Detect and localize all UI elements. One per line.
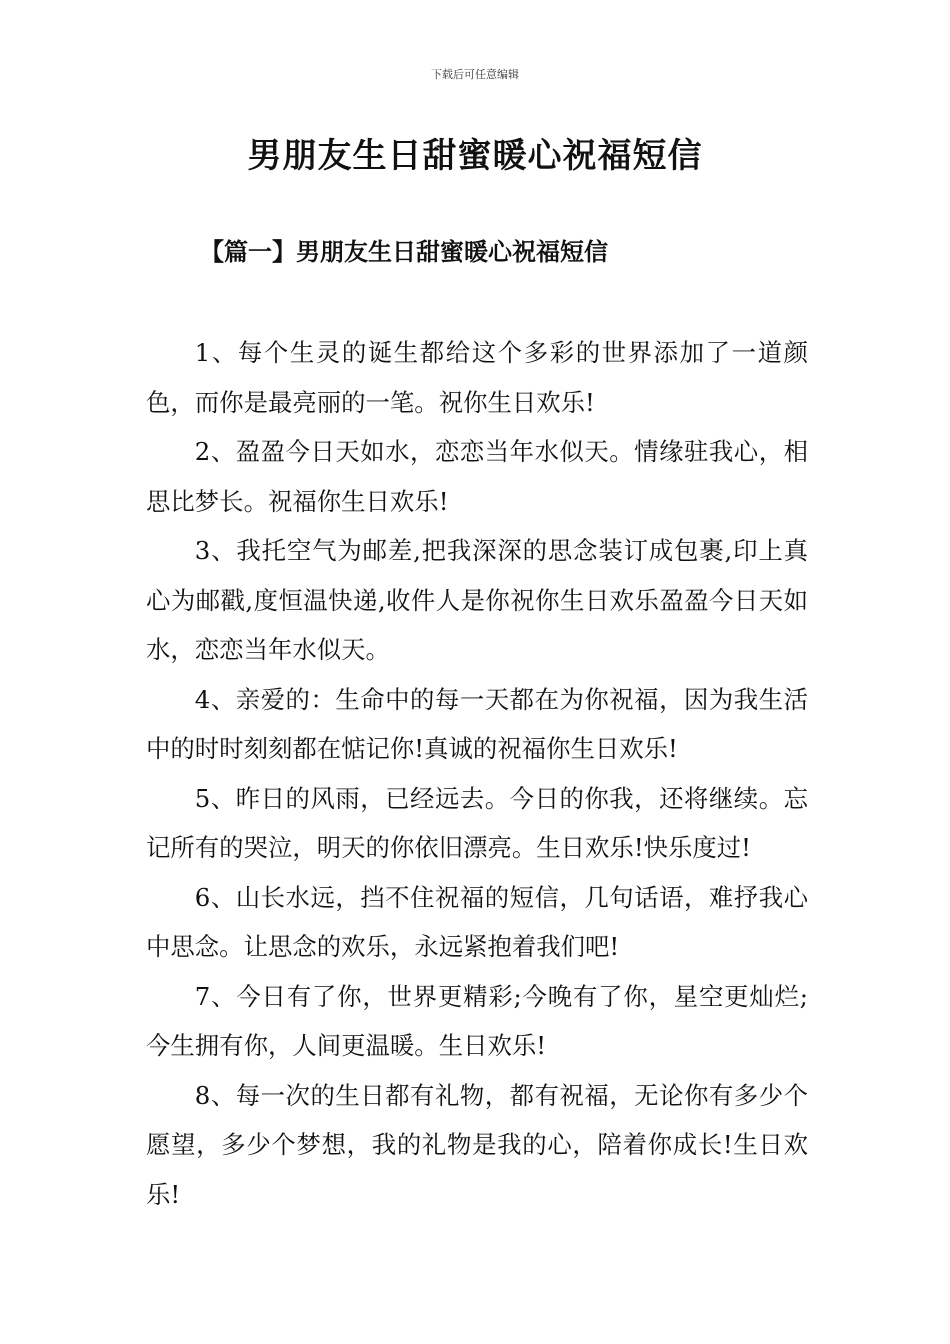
paragraph: 4、亲爱的：生命中的每一天都在为你祝福，因为我生活中的时时刻刻都在惦记你!真诚的祝福你生日欢乐!	[146, 684, 808, 763]
paragraph: 7、今日有了你，世界更精彩;今晚有了你，星空更灿烂;今生拥有你，人间更温暖。生日欢乐!	[146, 981, 808, 1060]
paragraph: 1、每个生灵的诞生都给这个多彩的世界添加了一道颜色，而你是最亮丽的一笔。祝你生日欢乐!	[146, 338, 808, 417]
paragraph: 3、我托空气为邮差,把我深深的思念装订成包裹,印上真心为邮戳,度恒温快递,收件人是你祝你生日欢乐盈盈今日天如水，恋恋当年水似天。	[146, 536, 808, 664]
document-title: 男朋友生日甜蜜暖心祝福短信	[247, 136, 703, 176]
document-body	[146, 328, 808, 1219]
paragraph: 2、盈盈今日天如水，恋恋当年水似天。情缘驻我心，相思比梦长。祝福你生日欢乐!	[146, 437, 808, 516]
header-note: 下载后可任意编辑	[431, 68, 519, 81]
paragraph: 6、山长水远，挡不住祝福的短信，几句话语，难抒我心中思念。让思念的欢乐，永远紧抱着我们吧!	[146, 882, 808, 961]
paragraph: 8、每一次的生日都有礼物，都有祝福，无论你有多少个愿望，多少个梦想，我的礼物是我的心，陪着你成长!生日欢乐!	[146, 1080, 808, 1209]
section-heading: 【篇一】男朋友生日甜蜜暖心祝福短信	[200, 237, 608, 266]
paragraph: 5、昨日的风雨，已经远去。今日的你我，还将继续。忘记所有的哭泣，明天的你依旧漂亮。生日欢乐!快乐度过!	[146, 783, 808, 862]
